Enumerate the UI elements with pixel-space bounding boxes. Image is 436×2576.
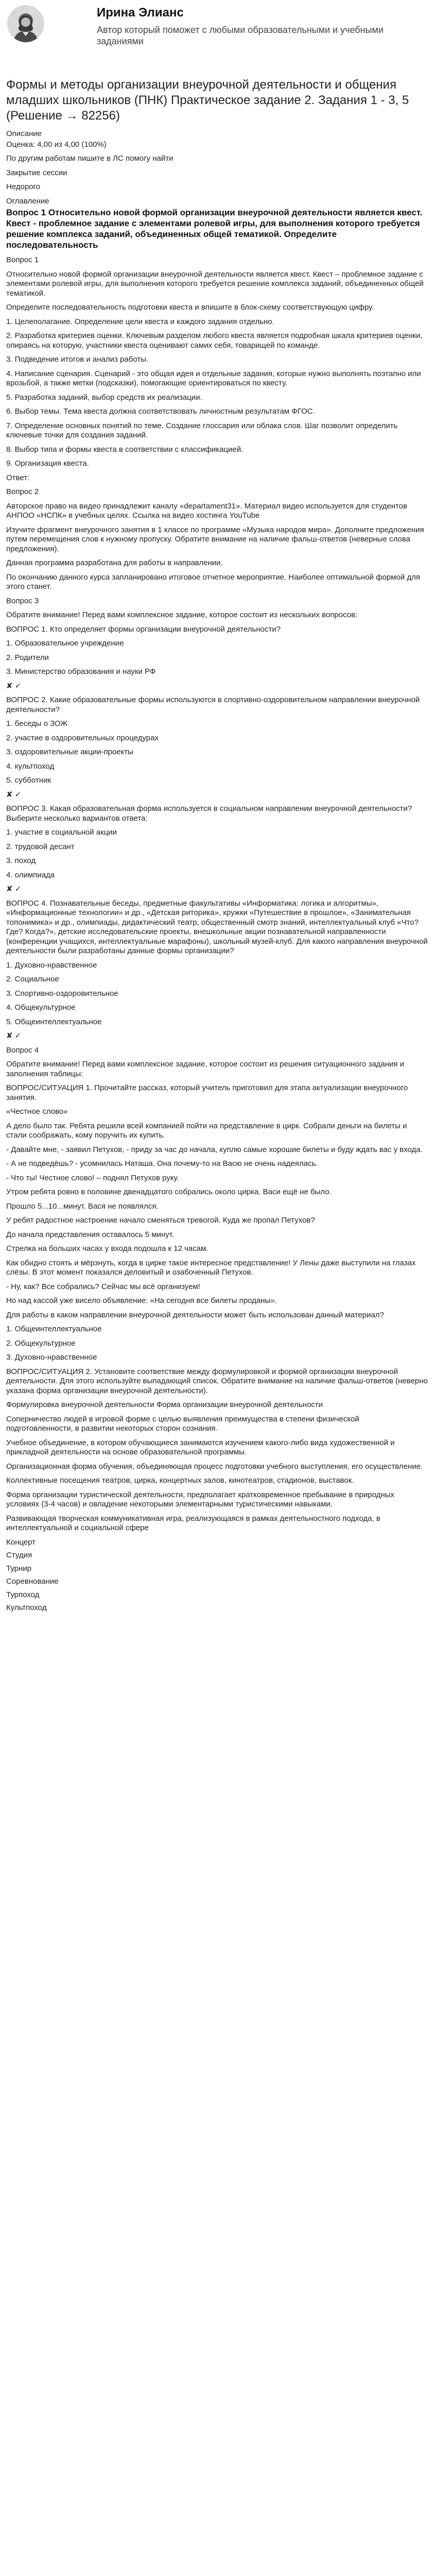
answer-option: 3. Духовно-нравственное	[6, 1353, 97, 1362]
story-paragraph: - Ну, как? Все собрались? Сейчас мы всё организуем!	[6, 1282, 201, 1291]
question-2-text: Данная программа разработана для работы в направлении.	[6, 558, 223, 567]
answer-marks: ✘ ✓	[6, 885, 22, 893]
answer-option: 5. Общеинтеллектуальное	[6, 1017, 102, 1026]
question-2-label: Вопрос 2	[6, 487, 39, 496]
story-paragraph: - А не подведёшь? - усомнилась Наташа. Она почему-то на Васю не очень надеялась.	[6, 1159, 318, 1168]
form-option: Культпоход	[6, 1603, 47, 1612]
answer-option: 2. Социальное	[6, 975, 59, 984]
other-works-note: По другим работам пишите в ЛС помогу найти	[6, 154, 173, 163]
document-title: Формы и методы организации внеурочной деятельности и общения младших школьников (ПНК) Практическое задание 2. Задания 1 - 3, 5 (Решение → 82256)	[6, 78, 409, 123]
answer-marks: ✘ ✓	[6, 1031, 22, 1040]
pair-statement: Организационная форма обучения, объединяющая процесс подготовки учебного выступления, его осуществление.	[6, 1462, 423, 1471]
answer-option: 4. Общекультурное	[6, 1003, 76, 1012]
answer-option: 3. Спортивно-оздоровительное	[6, 989, 118, 998]
question-1-item: 2. Разработка критериев оценки. Ключевым разделом любого квеста является подробная шкала критериев оценки, опираясь на которую, участники квеста оценивают самих себя, товарищей по команде.	[6, 331, 423, 350]
q3-sub3-question: ВОПРОС 3. Какая образовательная форма используется в социальном направлении внеурочной деятельности? Выберите несколько вариантов ответа:	[6, 804, 412, 823]
avatar[interactable]	[7, 5, 44, 42]
question-3-intro: Обратите внимание! Перед вами комплексное задание, которое состоит из нескольких вопросов:	[6, 611, 358, 619]
answer-option: 1. Образовательное учреждение	[6, 639, 124, 648]
answer-option: 1. беседы о ЗОЖ	[6, 719, 68, 728]
answer-option: 1. Общеинтеллектуальное	[6, 1325, 102, 1333]
question-1-item: 3. Подведение итогов и анализ работы.	[6, 355, 149, 364]
question-4-label: Вопрос 4	[6, 1045, 39, 1055]
form-option: Концерт	[6, 1537, 36, 1547]
answer-option: 1. участие в социальной акции	[6, 828, 117, 837]
answer-option: 3. оздоровительные акции-проекты	[6, 748, 133, 756]
document-content	[0, 77, 436, 1613]
q3-sub4-question: ВОПРОС 4. Познавательные беседы, предметные факультативы «Информатика: логика и алгоритмы», «Информационные технологии» и др., «Детская риторика», кружки «Путешествие в прошлое», «Занимательная топонимика» и др., олимпиады, дидактический театр, общественный смотр знаний, интеллектуальный клуб «Что? Где? Когда?», детские исследовательские проекты, внешкольные акции познавательной направленности (конференции учащихся, интеллектуальные марафоны), школьный музей-клуб. Для какого направления внеурочной деятельности были разработаны данные формы организации?	[6, 899, 428, 955]
answer-option: 2. Общекультурное	[6, 1338, 76, 1348]
question-2-text: Авторское право на видео принадлежит каналу «departament31». Материал видео используется для студентов АНПОО «НСПК» в учебных целях. Ссылка на видео хостинга YouTube	[6, 501, 408, 520]
question-1-answer-label: Ответ:	[6, 473, 30, 482]
question-1-item: 4. Написание сценария. Сценарий - это общая идея и отдельные задания, которые нужно выполнять поэтапно или врозьбой, а также метки (подсказки), помогающие ориентироваться по квесту.	[6, 369, 421, 387]
question-1-item: 5. Разработка заданий, выбор средств их реализации.	[6, 393, 202, 402]
q4-situation-2: ВОПРОС/СИТУАЦИЯ 2. Установите соответствие между формулировкой и формой организации внеурочной деятельности. Для этого используйте выпадающий список. Обратите внимание на наличие фальш-ответов (неверно указана форма организации внеурочной деятельности).	[6, 1367, 428, 1395]
story-paragraph: - Что ты! Честное слово! – поднял Петухов руку.	[6, 1173, 179, 1182]
story-paragraph: Утром ребята ровно в половине двенадцатого собрались около цирка. Васи ещё не было.	[6, 1188, 332, 1196]
answer-marks: ✘ ✓	[6, 681, 22, 690]
pair-statement: Развивающая творческая коммуникативная игра, реализующаяся в рамках деятельностного подхода, в интеллектуальной и социальной сфере	[6, 1514, 380, 1532]
story-title: «Честное слово»	[6, 1107, 68, 1116]
answer-option: 2. трудовой десант	[6, 842, 75, 851]
question-1-item: 9. Организация квеста.	[6, 459, 89, 468]
q3-sub2-question: ВОПРОС 2. Какие образовательные формы используются в спортивно-оздоровительном направлении внеурочной деятельности?	[6, 696, 420, 714]
question-4-intro: Обратите внимание! Перед вами комплексное задание, которое состоит из решения ситуационного задания и заполнения таблицы:	[6, 1060, 405, 1078]
author-tagline: Автор который поможет с любыми образовательными и учебными заданиями	[97, 25, 383, 46]
story-paragraph: Прошло 5...10...минут. Вася не появлялся.	[6, 1201, 159, 1211]
pair-statement: Соперничество людей в игровой форме с целью выявления преимущества в степени физической подготовленности, в развитии некоторых сторон сознания.	[6, 1414, 359, 1433]
answer-option: 1. Духовно-нравственное	[6, 960, 97, 970]
rating-text: Оценка: 4,00 из 4,00 (100%)	[6, 140, 107, 149]
question-1-item: 8. Выбор типа и формы квеста в соответствии с классификацией.	[6, 445, 243, 454]
author-name[interactable]: Ирина Элианс	[97, 6, 184, 20]
question-1-heading: Вопрос 1 Относительно новой формой организации внеурочной деятельности является квест. Квест - проблемное задание с элементами ролевой игры, для выполнения которого требуется решение комплекса заданий, объединенных общей тематикой. Определите последовательность	[6, 208, 423, 250]
story-paragraph: А дело было так. Ребята решили всей компанией пойти на представление в цирк. Собрали деньги на билеты и стали соображать, кому поручить их купить.	[6, 1121, 407, 1140]
question-2-text: По окончанию данного курса запланировано итоговое отчетное мероприятие. Наиболее оптимальной формой для этого станет.	[6, 572, 421, 591]
answer-option: 5. субботник	[6, 776, 51, 785]
question-1-item: 7. Определение основных понятий по теме. Создание глоссария или облака слов. Шаг позволит определить ключевые точки для создания заданий.	[6, 421, 398, 439]
answer-option: 2. участие в оздоровительных процедурах	[6, 733, 159, 742]
question-2-text: Изучите фрагмент внеурочного занятия в 1 классе по программе «Музыка народов мира». Дополните предложения путем перемещения слов к нужному пропуску. Обратите внимание на наличие фальш-ответов (неверные слова предложения).	[6, 525, 424, 553]
story-paragraph: - Давайте мне, - заявил Петухов, - приду за час до начала, куплю самые хорошие билеты и буду ждать вас у входа.	[6, 1145, 423, 1154]
session-close-text: Закрытие сессии	[6, 168, 67, 177]
q4-situation-1: ВОПРОС/СИТУАЦИЯ 1. Прочитайте рассказ, который учитель приготовил для этапа актуализации внеурочного занятия.	[6, 1083, 408, 1102]
pair-statement: Форма организации туристической деятельности, предполагает кратковременное пребывание в природных условиях (3-4 часов) и овладение некоторыми элементарными туристическими навыками.	[6, 1490, 395, 1509]
answer-option: 4. культпоход	[6, 761, 55, 771]
answer-option: 2. Родители	[6, 653, 49, 662]
story-paragraph: У ребят радостное настроение начало сменяться тревогой. Куда же пропал Петухов?	[6, 1216, 315, 1225]
pairs-header: Формулировка внеурочной деятельности Форма организации внеурочной деятельности	[6, 1400, 323, 1409]
question-1-item: 1. Целеполагание. Определение цели квеста и каждого задания отдельно.	[6, 317, 274, 326]
form-option: Соревнование	[6, 1577, 59, 1586]
avatar-image	[7, 5, 44, 42]
pair-statement: Коллективные посещения театров, цирка, концертных залов, кинотеатров, стадионов, выставок.	[6, 1476, 354, 1485]
question-1-intro: Относительно новой формой организации внеурочной деятельности является квест. Квест – проблемное задание с элементами ролевой игры, для выполнения которого требуется решение комплекса заданий, объединенных общей тематикой.	[6, 269, 424, 298]
question-1-label: Вопрос 1	[6, 256, 39, 264]
quality-text: Недорого	[6, 182, 41, 191]
description-label: Описание	[6, 129, 42, 138]
story-paragraph: Как обидно стоять и мёрзнуть, когда в цирке такое интересное представление! У Лены даже выступили на глазах слёзы. В этот момент показался деловитый и озабоченный Петухов.	[6, 1258, 416, 1277]
question-3-label: Вопрос 3	[6, 596, 39, 605]
form-option: Студия	[6, 1551, 32, 1560]
story-question: Для работы в каком направлении внеурочной деятельности может быть использован данный материал?	[6, 1310, 384, 1319]
form-option: Турпоход	[6, 1590, 40, 1599]
form-option: Турнир	[6, 1564, 31, 1573]
story-paragraph: До начала представления оставалось 5 минут.	[6, 1230, 175, 1239]
q3-sub1-question: ВОПРОС 1. Кто определяет формы организации внеурочной деятельности?	[6, 624, 281, 634]
story-paragraph: Но над кассой уже висело объявление: «На сегодня все билеты проданы».	[6, 1296, 277, 1305]
question-1-item: 6. Выбор темы. Тема квеста должна соответствовать личностным результатам ФГОС.	[6, 407, 315, 416]
answer-marks: ✘ ✓	[6, 790, 22, 799]
answer-option: 3. Министерство образования и науки РФ	[6, 667, 156, 676]
toc-label: Оглавление	[6, 196, 49, 206]
forms-list	[6, 1538, 428, 1613]
story-paragraph: Стрелка на больших часах у входа подошла к 12 часам.	[6, 1244, 208, 1253]
answer-option: 3. поход	[6, 856, 36, 865]
pair-statement: Учебное объединение, в котором обучающиеся занимаются изучением какого-либо вида художественной и прикладной деятельности на основе образовательной программы.	[6, 1438, 395, 1456]
author-profile	[0, 0, 436, 77]
answer-option: 4. олимпиада	[6, 870, 55, 879]
question-1-task: Определите последовательность подготовки квеста и впишите в блок-схему соответствующую цифру.	[6, 303, 374, 312]
